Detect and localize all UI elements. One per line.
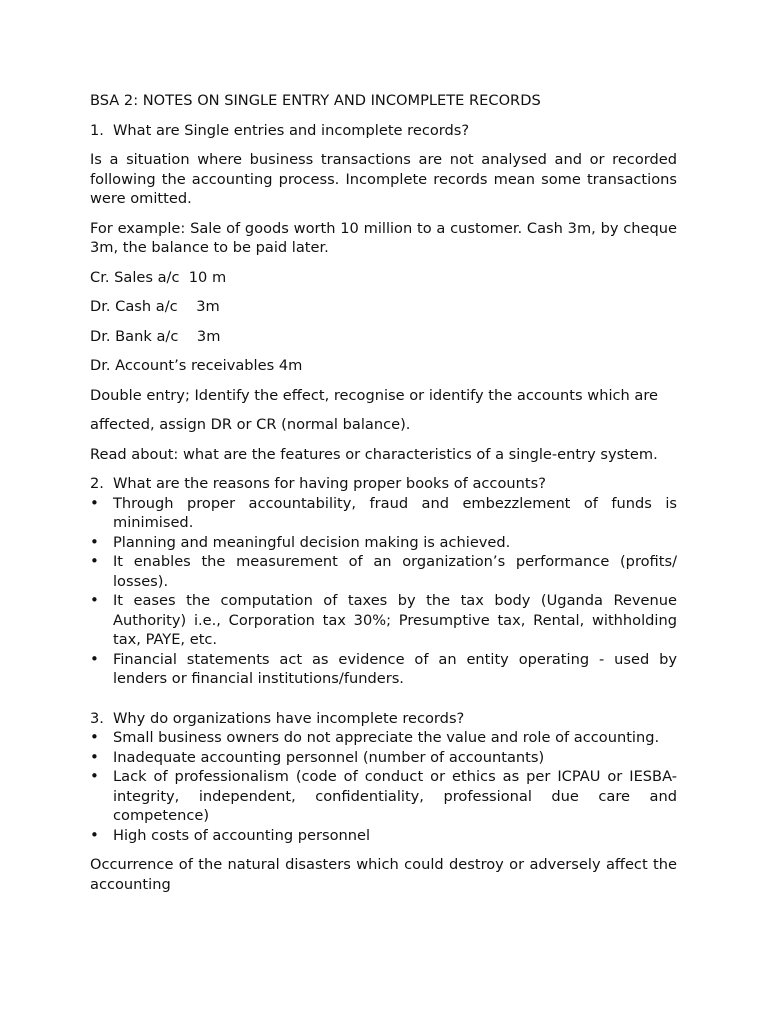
bullet-glyph: • — [90, 552, 99, 570]
bullet-glyph: • — [90, 493, 99, 512]
natural-disasters-paragraph: Occurrence of the natural disasters which could destroy or adversely affect the accounting — [90, 856, 677, 893]
list-item — [90, 826, 677, 846]
list-item-text: Planning and meaningful decision making is achieved. — [113, 533, 511, 551]
question-3-number: 3. — [90, 709, 104, 727]
list-item-text: Through proper accountability, fraud and embezzlement of funds is minimised. — [113, 494, 677, 531]
bullet-glyph: • — [90, 591, 99, 609]
document-title: BSA 2: NOTES ON SINGLE ENTRY AND INCOMPLETE RECORDS — [90, 92, 541, 109]
list-item-text: It enables the measurement of an organization’s performance (profits/ losses). — [113, 553, 677, 590]
list-item — [90, 748, 677, 768]
bullet-glyph: • — [90, 649, 99, 668]
list-item — [90, 494, 677, 533]
list-item-text: Inadequate accounting personnel (number of accountants) — [113, 748, 545, 766]
read-about-paragraph: Read about: what are the features or characteristics of a single-entry system. — [90, 445, 658, 463]
list-item-text: High costs of accounting personnel — [113, 826, 371, 844]
bullet-glyph: • — [90, 747, 99, 766]
list-item — [90, 728, 677, 748]
question-2-text: What are the reasons for having proper books of accounts? — [113, 475, 546, 492]
bullet-glyph: • — [90, 728, 99, 746]
bullet-glyph: • — [90, 767, 99, 785]
entry-sales: Cr. Sales a/c 10 m — [90, 268, 227, 286]
list-item — [90, 552, 677, 591]
entry-bank: Dr. Bank a/c 3m — [90, 327, 221, 345]
question-1 — [90, 121, 677, 141]
question-2-number: 2. — [90, 475, 104, 492]
document-page — [90, 91, 677, 904]
question-2 — [90, 474, 677, 494]
list-item-text: Small business owners do not appreciate the value and role of accounting. — [113, 729, 660, 746]
entry-cash: Dr. Cash a/c 3m — [90, 298, 220, 315]
question-1-number: 1. — [90, 121, 104, 139]
list-item-text: Financial statements act as evidence of an entity operating - used by lenders or financial institutions/funders. — [113, 650, 677, 687]
example-paragraph: For example: Sale of goods worth 10 million to a customer. Cash 3m, by cheque 3m, the balance to be paid later. — [90, 219, 677, 256]
list-item-text: Lack of professionalism (code of conduct or ethics as per ICPAU or IESBA-integrity, independent, confidentiality, professional due care and competence) — [113, 768, 677, 824]
list-item — [90, 591, 677, 650]
question-3 — [90, 709, 677, 729]
question-2-bullet-list — [90, 494, 677, 689]
double-entry-paragraph: Double entry; Identify the effect, recognise or identify the accounts which are — [90, 386, 659, 404]
list-item — [90, 650, 677, 689]
list-item — [90, 533, 677, 553]
question-1-text: What are Single entries and incomplete records? — [113, 121, 470, 139]
question-3-bullet-list — [90, 728, 677, 845]
list-item-text: It eases the computation of taxes by the tax body (Uganda Revenue Authority) i.e., Corporation tax 30%; Presumptive tax, Rental, withholding tax, PAYE, etc. — [113, 592, 677, 648]
entry-receivables: Dr. Account’s receivables 4m — [90, 357, 303, 374]
bullet-glyph: • — [90, 532, 99, 551]
bullet-glyph: • — [90, 825, 99, 844]
definition-paragraph: Is a situation where business transactions are not analysed and or recorded following the accounting process. Incomplete records mean some transactions were omitted. — [90, 151, 677, 207]
question-3-text: Why do organizations have incomplete records? — [113, 709, 465, 727]
double-entry-continuation: affected, assign DR or CR (normal balance). — [90, 416, 411, 433]
list-item — [90, 767, 677, 826]
